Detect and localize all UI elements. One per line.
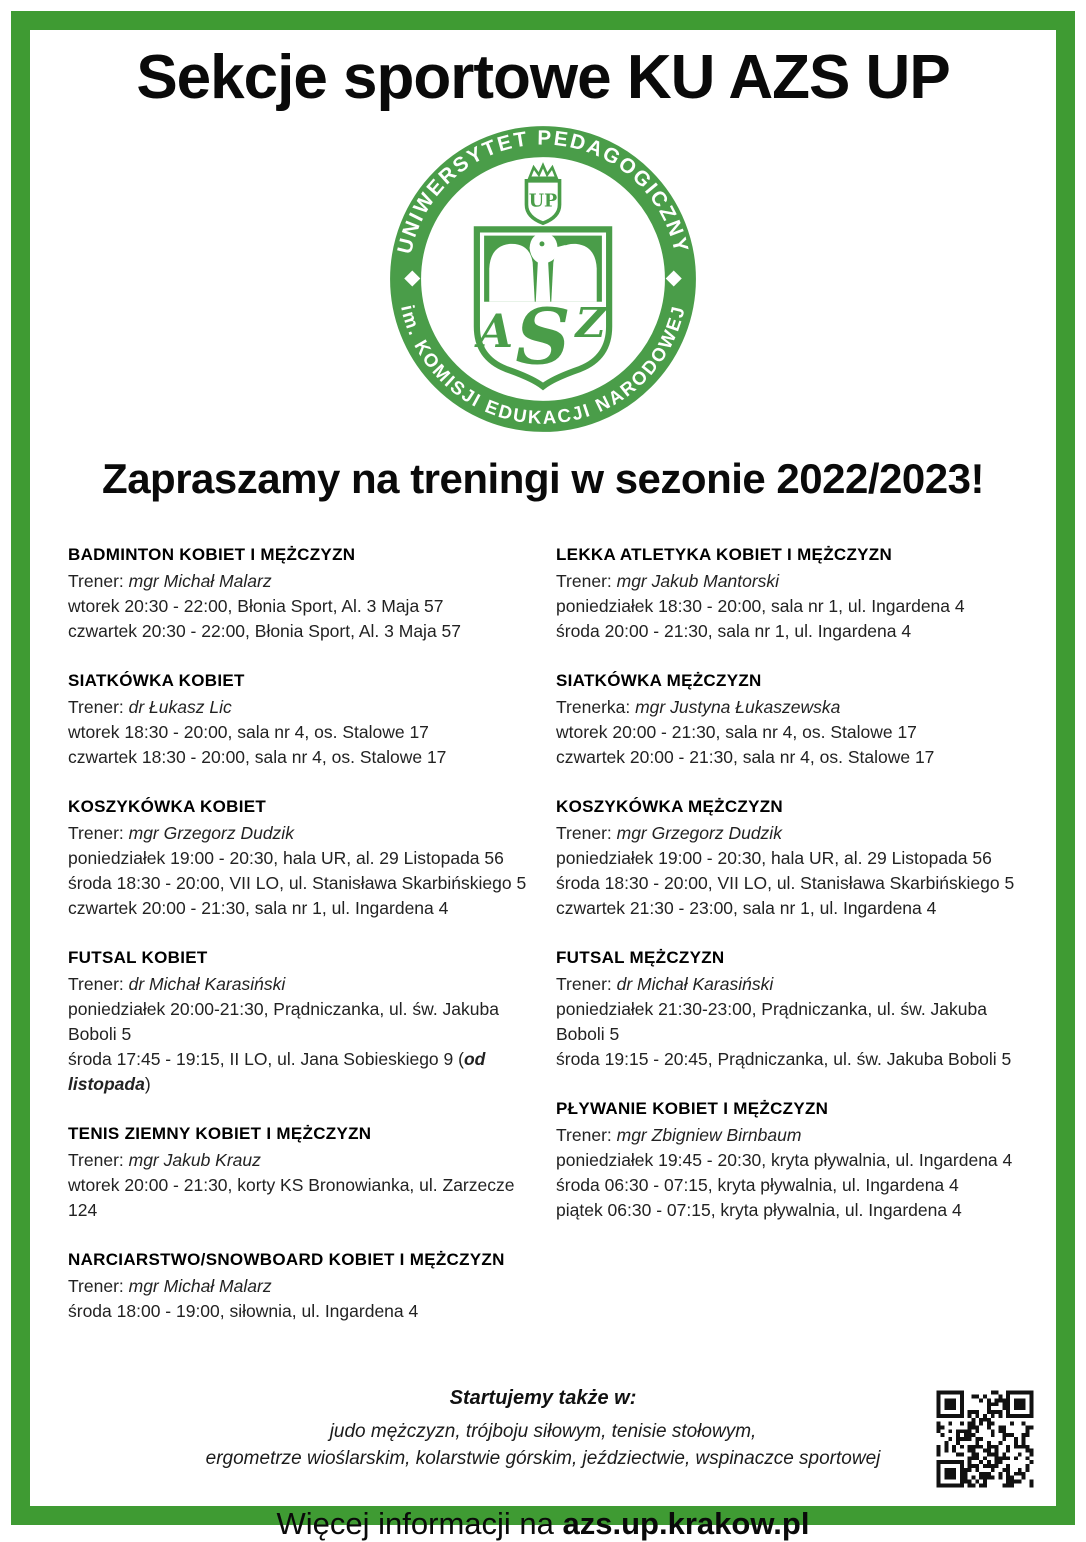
extras-line-2: ergometrze wioślarskim, kolarstwie górskim, jeździectwie, wspinaczce sportowej <box>205 1448 881 1470</box>
trainer-line: Trener: mgr Michał Malarz <box>68 571 272 592</box>
trainer-line: Trener: mgr Michał Malarz <box>68 1276 272 1297</box>
shield-letter-s: S <box>515 292 571 383</box>
schedule-line: poniedziałek 20:00-21:30, Prądniczanka, ul. św. Jakuba Boboli 5 <box>68 999 499 1045</box>
section-heading: KOSZYKÓWKA KOBIET <box>68 797 267 817</box>
trainer-name: dr Michał Karasiński <box>128 974 286 995</box>
section-heading: TENIS ZIEMNY KOBIET I MĘŻCZYZN <box>68 1124 372 1144</box>
trainer-line: Trener: dr Michał Karasiński <box>68 974 286 995</box>
schedule-note: od listopada <box>68 1049 486 1095</box>
more-info-line <box>30 1506 1056 1542</box>
logo-crown <box>530 166 557 178</box>
section-heading: NARCIARSTWO/SNOWBOARD KOBIET I MĘŻCZYZN <box>68 1250 505 1270</box>
shield-letter-a: A <box>477 304 514 359</box>
sport-section <box>68 1124 530 1223</box>
section-heading: PŁYWANIE KOBIET I MĘŻCZYZN <box>556 1099 829 1119</box>
section-heading: BADMINTON KOBIET I MĘŻCZYZN <box>68 545 356 565</box>
schedule-line: poniedziałek 19:45 - 20:30, kryta pływalnia, ul. Ingardena 4 <box>556 1150 1013 1171</box>
schedule-line: poniedziałek 19:00 - 20:30, hala UR, al. 29 Listopada 56 <box>68 848 504 869</box>
sport-section <box>556 671 1018 770</box>
trainer-line: Trenerka: mgr Justyna Łukaszewska <box>556 697 841 718</box>
sport-section <box>68 1250 530 1324</box>
poster-content <box>30 30 1056 1542</box>
schedule-line: środa 19:15 - 20:45, Prądniczanka, ul. św. Jakuba Boboli 5 <box>556 1049 1012 1070</box>
extras-block <box>30 1385 1056 1472</box>
eagle-eye <box>539 242 544 247</box>
schedule-line: wtorek 20:30 - 22:00, Błonia Sport, Al. 3 Maja 57 <box>68 596 444 617</box>
trainer-line: Trener: mgr Jakub Krauz <box>68 1150 261 1171</box>
trainer-line: Trener: mgr Grzegorz Dudzik <box>68 823 294 844</box>
qr-code <box>929 1383 1041 1495</box>
schedule-line: poniedziałek 21:30-23:00, Prądniczanka, ul. św. Jakuba Boboli 5 <box>556 999 987 1045</box>
trainer-line: Trener: dr Łukasz Lic <box>68 697 232 718</box>
extras-line-1: judo mężczyzn, trójboju siłowym, tenisie stołowym, <box>329 1421 757 1443</box>
section-heading: LEKKA ATLETYKA KOBIET I MĘŻCZYZN <box>556 545 893 565</box>
sport-section <box>556 545 1018 644</box>
poster-subtitle: Zapraszamy na treningi w sezonie 2022/2023! <box>102 455 984 503</box>
more-info-prefix: Więcej informacji na <box>276 1506 563 1542</box>
schedule-line: wtorek 20:00 - 21:30, sala nr 4, os. Stalowe 17 <box>556 722 917 743</box>
trainer-name: dr Łukasz Lic <box>128 697 232 718</box>
schedule-line: środa 20:00 - 21:30, sala nr 1, ul. Ingardena 4 <box>556 621 912 642</box>
trainer-name: mgr Justyna Łukaszewska <box>635 697 841 718</box>
sections-column-right <box>556 545 1018 1351</box>
schedule-line: piątek 06:30 - 07:15, kryta pływalnia, ul. Ingardena 4 <box>556 1200 962 1221</box>
trainer-name: mgr Zbigniew Birnbaum <box>616 1125 802 1146</box>
schedule-line: czwartek 20:30 - 22:00, Błonia Sport, Al. 3 Maja 57 <box>68 621 461 642</box>
logo-ring-text-top: UNIWERSYTET PEDAGOGICZNY <box>393 126 693 257</box>
schedule-line: poniedziałek 18:30 - 20:00, sala nr 1, ul. Ingardena 4 <box>556 596 965 617</box>
trainer-name: mgr Jakub Krauz <box>128 1150 261 1171</box>
trainer-name: mgr Grzegorz Dudzik <box>128 823 294 844</box>
sport-section <box>68 797 530 921</box>
page-title: Sekcje sportowe KU AZS UP <box>136 43 950 112</box>
trainer-name: mgr Grzegorz Dudzik <box>616 823 782 844</box>
schedule-line: poniedziałek 19:00 - 20:30, hala UR, al. 29 Listopada 56 <box>556 848 992 869</box>
section-heading: SIATKÓWKA KOBIET <box>68 671 245 691</box>
trainer-name: mgr Michał Malarz <box>128 571 272 592</box>
website-text: azs.up.krakow.pl <box>562 1506 810 1542</box>
trainer-line: Trener: mgr Zbigniew Birnbaum <box>556 1125 802 1146</box>
sport-section <box>556 797 1018 921</box>
azs-up-logo-graphic <box>388 124 698 434</box>
sport-section <box>68 671 530 770</box>
schedule-line: wtorek 18:30 - 20:00, sala nr 4, os. Stalowe 17 <box>68 722 429 743</box>
trainer-line: Trener: mgr Jakub Mantorski <box>556 571 780 592</box>
section-heading: FUTSAL KOBIET <box>68 948 208 968</box>
trainer-line: Trener: mgr Grzegorz Dudzik <box>556 823 782 844</box>
trainer-name: dr Michał Karasiński <box>616 974 774 995</box>
schedule-line: wtorek 20:00 - 21:30, korty KS Bronowianka, ul. Zarzecze 124 <box>68 1175 515 1221</box>
sport-section <box>68 948 530 1097</box>
schedule-line: środa 18:30 - 20:00, VII LO, ul. Stanisława Skarbińskiego 5 <box>68 873 527 894</box>
trainer-line: Trener: dr Michał Karasiński <box>556 974 774 995</box>
sections-grid <box>30 545 1056 1351</box>
schedule-line: czwartek 20:00 - 21:30, sala nr 1, ul. Ingardena 4 <box>68 898 449 919</box>
schedule-line: środa 18:00 - 19:00, siłownia, ul. Ingardena 4 <box>68 1301 419 1322</box>
section-heading: SIATKÓWKA MĘŻCZYZN <box>556 671 762 691</box>
schedule-line: czwartek 20:00 - 21:30, sala nr 4, os. Stalowe 17 <box>556 747 935 768</box>
schedule-line: czwartek 21:30 - 23:00, sala nr 1, ul. Ingardena 4 <box>556 898 937 919</box>
logo-ring-text-bottom: im. KOMISJI EDUKACJI NARODOWEJ <box>397 302 690 429</box>
sport-section <box>68 545 530 644</box>
section-heading: KOSZYKÓWKA MĘŻCZYZN <box>556 797 783 817</box>
schedule-line: środa 18:30 - 20:00, VII LO, ul. Stanisława Skarbińskiego 5 <box>556 873 1015 894</box>
shield-letter-z: Z <box>575 298 606 348</box>
azs-up-logo <box>388 124 698 439</box>
sections-column-left <box>68 545 530 1351</box>
sport-section <box>556 1099 1018 1223</box>
section-heading: FUTSAL MĘŻCZYZN <box>556 948 725 968</box>
logo-up-text: UP <box>528 191 558 212</box>
sport-section <box>556 948 1018 1072</box>
extras-heading: Startujemy także w: <box>449 1387 637 1410</box>
trainer-name: mgr Jakub Mantorski <box>616 571 780 592</box>
schedule-line: środa 17:45 - 19:15, II LO, ul. Jana Sobieskiego 9 (od listopada) <box>68 1049 486 1095</box>
trainer-name: mgr Michał Malarz <box>128 1276 272 1297</box>
schedule-line: czwartek 18:30 - 20:00, sala nr 4, os. Stalowe 17 <box>68 747 447 768</box>
schedule-line: środa 06:30 - 07:15, kryta pływalnia, ul. Ingardena 4 <box>556 1175 959 1196</box>
